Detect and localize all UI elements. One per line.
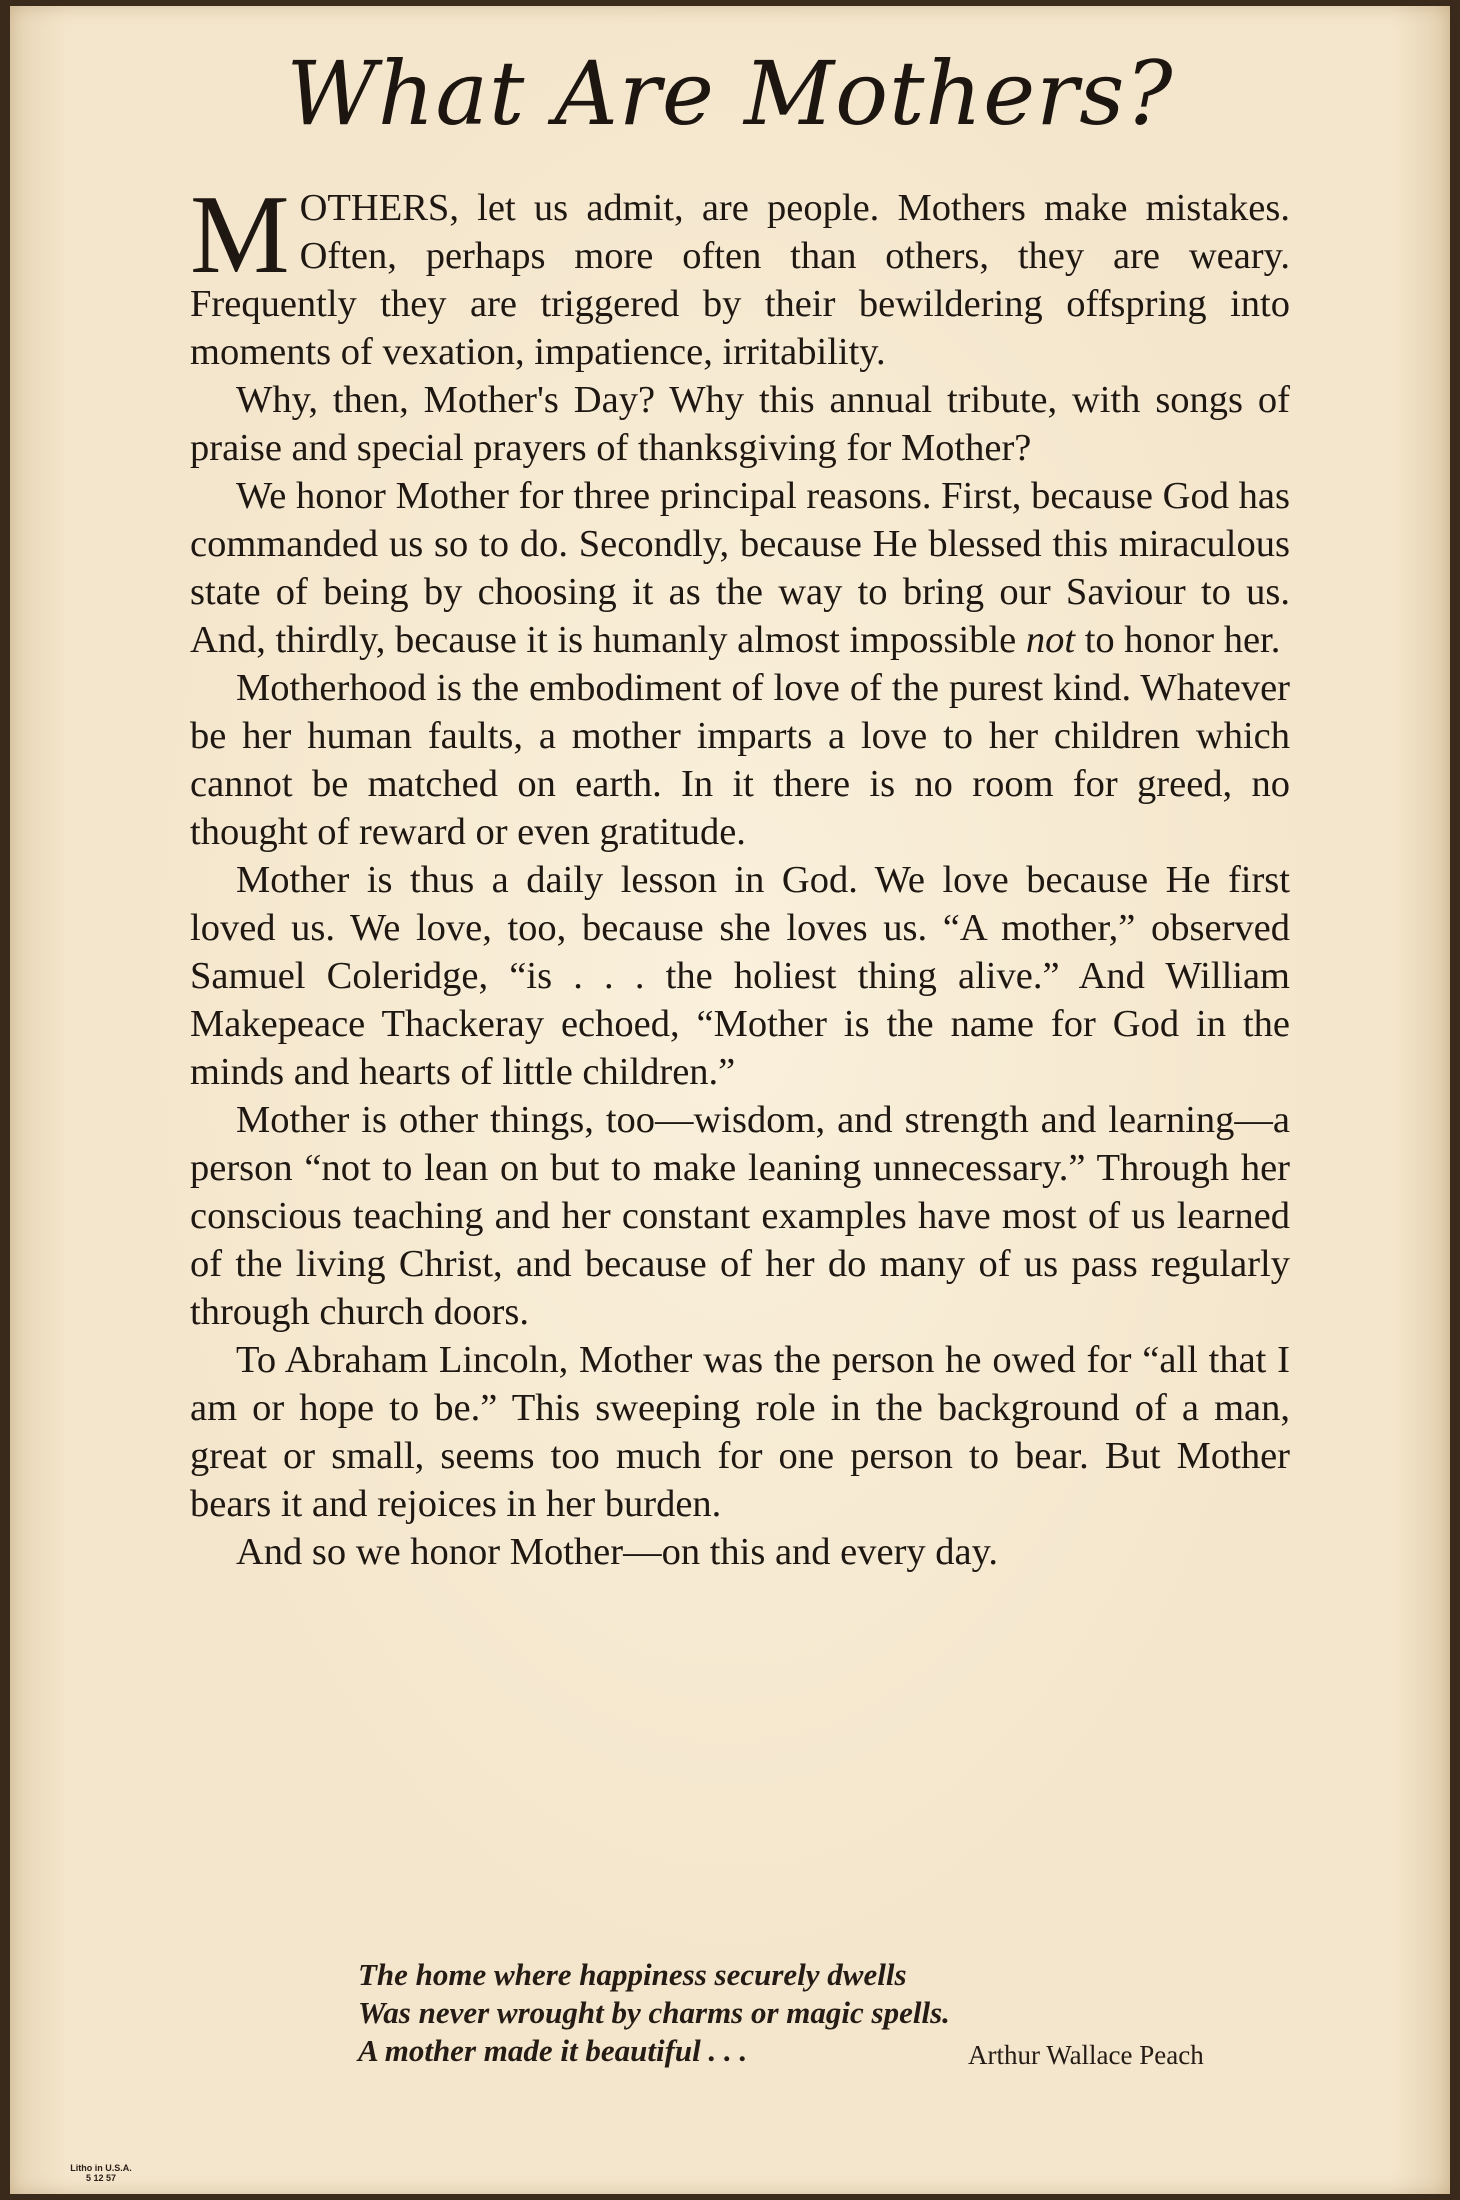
paragraph-1-text: OTHERS, let us admit, are people. Mothers make mistakes. Often, perhaps more often than others, they are weary. Frequently they are triggered by their bewildering offspring into moments of vexation, impatience, irritability.: [190, 187, 1290, 373]
paragraph-7: To Abraham Lincoln, Mother was the person he owed for “all that I am or hope to be.” This sweeping role in the background of a man, great or small, seems too much for one person to bear. But Mother bears it and rejoices in her burden.: [190, 1339, 1290, 1525]
imprint-line-1: Litho in U.S.A.: [70, 2163, 132, 2173]
paragraph-5: Mother is thus a daily lesson in God. We love because He first loved us. We love, too, because she loves us. “A mother,” observed Samuel Coleridge, “is . . . the holiest thing alive.” And William Makepeace Thackeray echoed, “Mother is the name for God in the minds and hearts of little children.”: [190, 859, 1290, 1093]
page-title: What Are Mothers?: [286, 42, 1174, 145]
paragraph-3: [190, 472, 1290, 664]
poem-line-2: Was never wrought by charms or magic spells.: [358, 1995, 950, 2030]
paragraph-1: [190, 173, 1290, 376]
print-imprint: [56, 2163, 146, 2183]
paragraph-3-emphasis: not: [1025, 619, 1076, 661]
article-body: [190, 173, 1290, 1576]
leaflet-page: [10, 6, 1450, 2194]
paragraph-2: Why, then, Mother's Day? Why this annual tribute, with songs of praise and special prayers of thanksgiving for Mother?: [190, 379, 1290, 469]
poem-author: Arthur Wallace Peach: [968, 2040, 1204, 2070]
paragraph-3-text-after: to honor her.: [1075, 619, 1281, 661]
drop-cap: M: [190, 173, 290, 297]
paragraph-6: Mother is other things, too—wisdom, and strength and learning—a person “not to lean on but to make leaning unnecessary.” Through her conscious teaching and her constant examples have most of us learned of the living Christ, and because of her do many of us pass regularly through church doors.: [190, 1099, 1290, 1333]
paragraph-3-text-before: We honor Mother for three principal reasons. First, because God has commanded us so to do. Secondly, because He blessed this miraculous state of being by choosing it as the way to bring our Saviour to us. And, thirdly, because it is humanly almost impossible: [190, 475, 1290, 661]
poem-line-3: A mother made it beautiful . . .: [358, 2033, 748, 2068]
paragraph-4: Motherhood is the embodiment of love of the purest kind. Whatever be her human faults, a mother imparts a love to her children which cannot be matched on earth. In it there is no room for greed, no thought of reward or even gratitude.: [190, 667, 1290, 853]
paragraph-8: And so we honor Mother—on this and every day.: [236, 1531, 999, 1573]
imprint-line-2: 5 12 57: [85, 2173, 117, 2183]
poem-line-1: The home where happiness securely dwells: [358, 1957, 907, 1992]
